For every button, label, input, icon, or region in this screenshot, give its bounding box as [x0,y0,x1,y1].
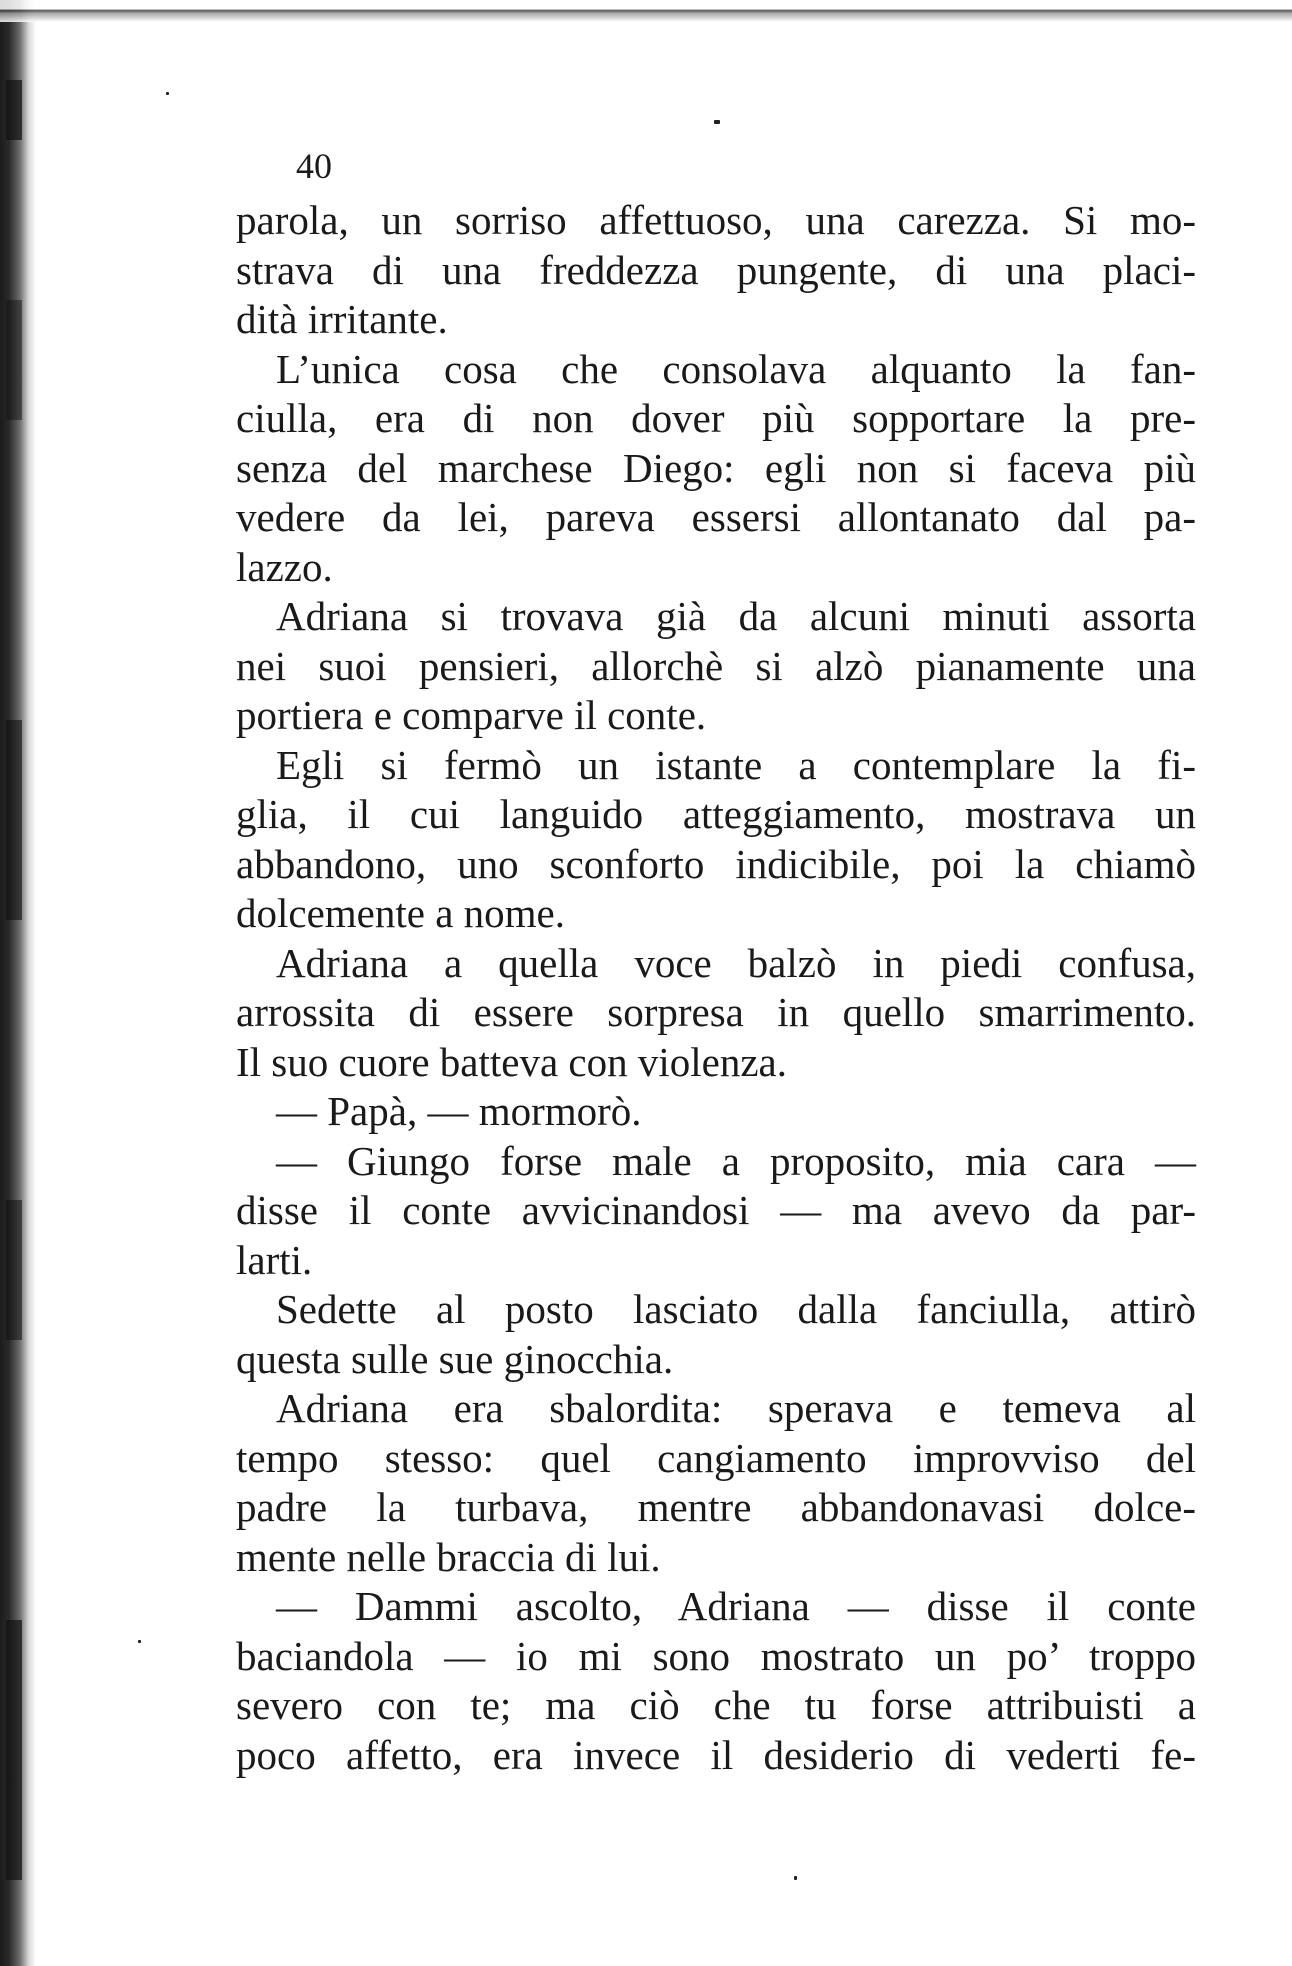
body-text [236,196,1196,1780]
text-line: strava di una freddezza pungente, di una placi- [236,246,1196,293]
scan-speck [166,92,169,95]
text-line: arrossita di essere sorpresa in quello smarrimento. [236,989,1196,1035]
text-line: baciandola — io mi sono mostrato un po’ troppo [236,1632,1196,1679]
text-line: parola, un sorriso affettuoso, una carezza. Si mo- [236,197,1196,243]
scan-top-edge [0,0,1292,22]
text-line: abbandono, uno sconforto indicibile, poi la chiamò [236,840,1196,887]
text-line: — Papà, — mormorò. [276,1088,642,1134]
text-line: severo con te; ma ciò che tu forse attribuisti a [236,1682,1196,1728]
text-line: Adriana era sbalordita: sperava e temeva al [276,1385,1196,1431]
scan-speck [794,1876,797,1880]
text-line: — Giungo forse male a proposito, mia cara — [276,1137,1196,1184]
text-line: Adriana si trovava già da alcuni minuti assorta [276,593,1196,639]
page-number: 40 [296,146,332,186]
text-line: L’unica cosa che consolava alquanto la fan- [276,345,1196,392]
text-line: senza del marchese Diego: egli non si faceva più [236,444,1196,491]
text-line: Il suo cuore batteva con violenza. [236,1038,787,1085]
text-line: poco affetto, era invece il desiderio di vederti fe- [236,1731,1196,1778]
text-line: tempo stesso: quel cangiamento improvviso del [236,1434,1196,1481]
text-line: dità irritante. [236,296,448,342]
text-line: questa sulle sue ginocchia. [236,1335,674,1382]
binding-shadow [0,0,36,1966]
text-line: Sedette al posto lasciato dalla fanciulla, attirò [276,1286,1196,1332]
scan-speck [138,1640,141,1643]
text-line: portiera e comparve il conte. [236,692,707,738]
text-line: nei suoi pensieri, allorchè si alzò pianamente una [236,642,1196,689]
scan-speck [714,120,720,124]
text-line: — Dammi ascolto, Adriana — disse il conte [276,1583,1196,1629]
text-line: ciulla, era di non dover più sopportare la pre- [236,395,1196,441]
text-line: lazzo. [236,543,333,590]
text-line: mente nelle braccia di lui. [236,1533,661,1580]
text-line: disse il conte avvicinandosi — ma avevo da par- [236,1187,1196,1233]
text-line: glia, il cui languido atteggiamento, mostrava un [236,791,1196,837]
text-line: vedere da lei, pareva essersi allontanato dal pa- [236,494,1196,540]
text-line: larti. [236,1236,313,1283]
text-line: padre la turbava, mentre abbandonavasi dolce- [236,1484,1196,1530]
text-line: dolcemente a nome. [236,890,566,936]
text-line: Adriana a quella voce balzò in piedi confusa, [276,939,1196,986]
text-line: Egli si fermò un istante a contemplare la fi- [276,741,1196,788]
